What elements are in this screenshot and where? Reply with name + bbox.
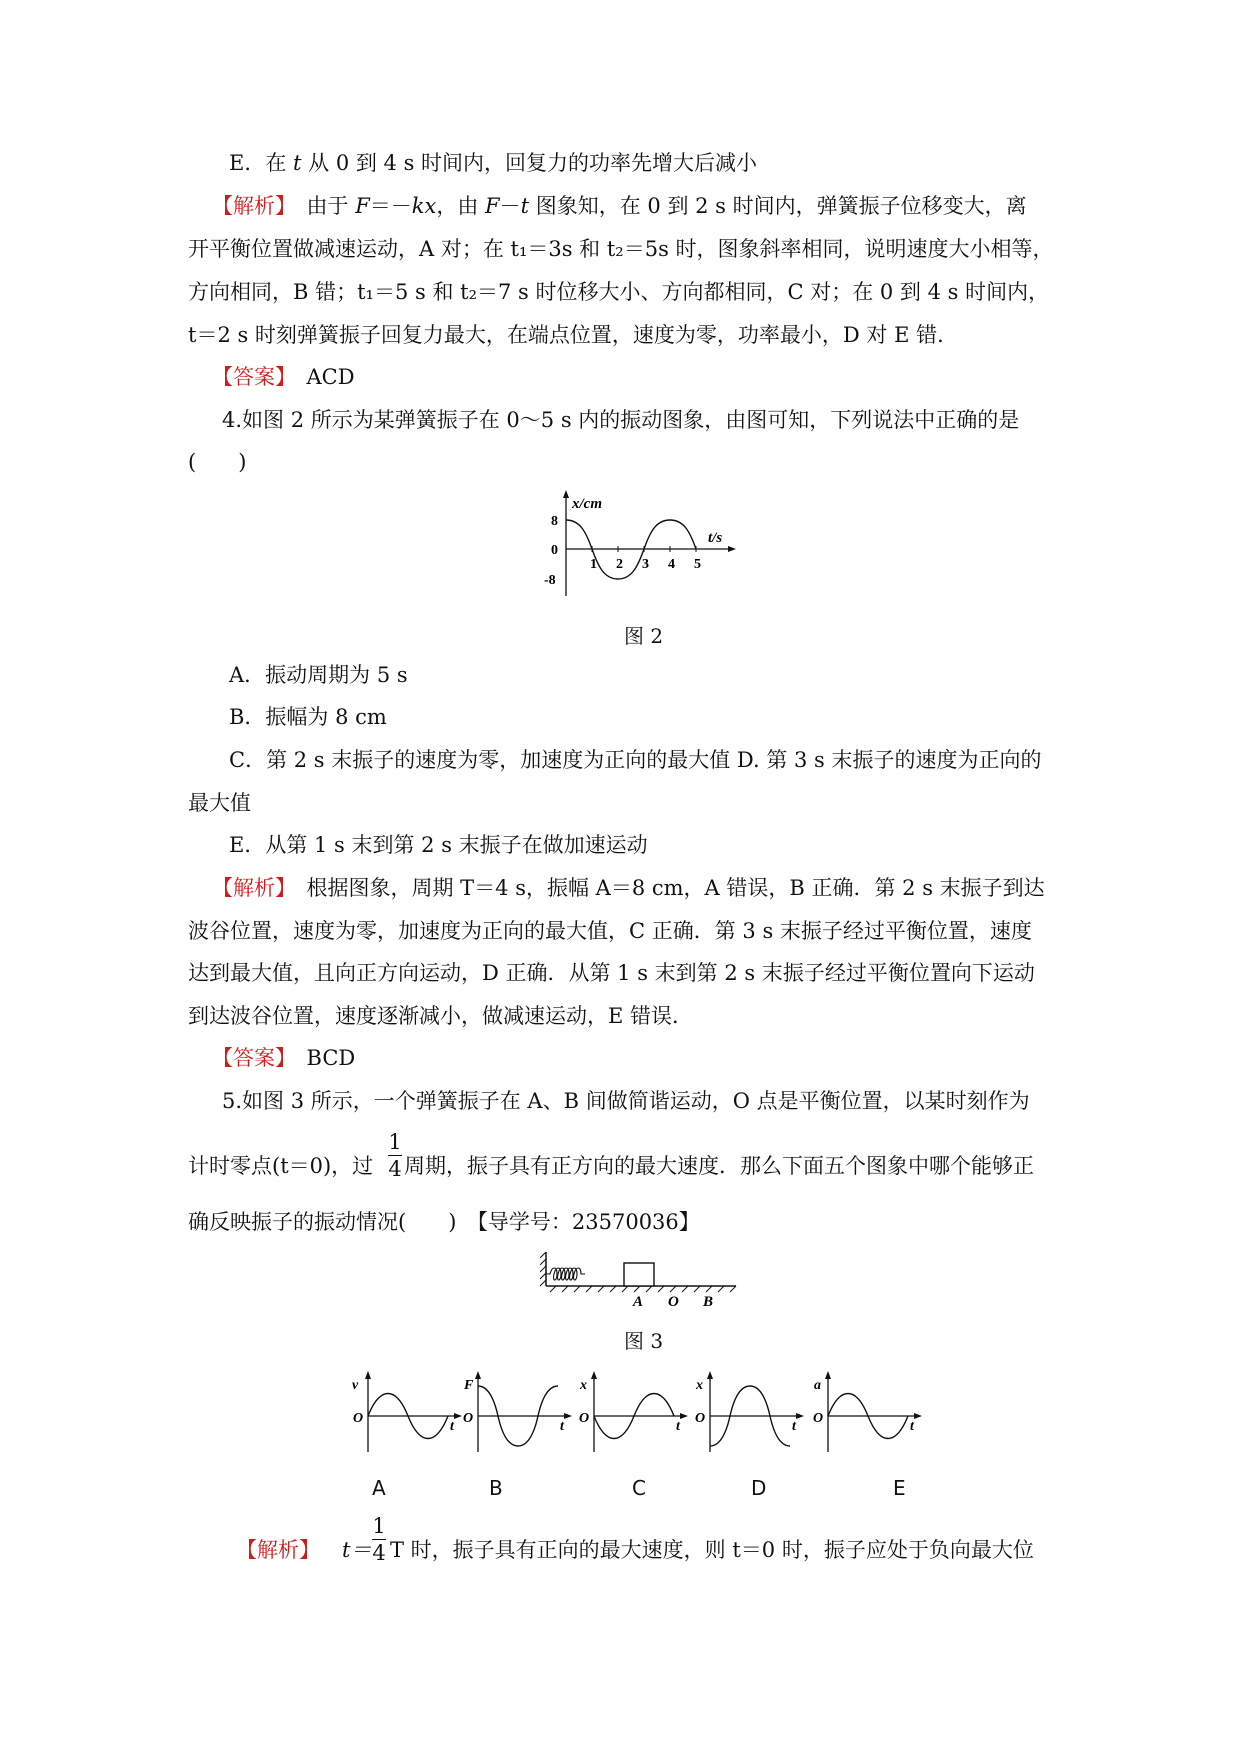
q4-analysis-line-4: 到达波谷位置，速度逐渐减小，做减速运动，E 错误． bbox=[188, 1004, 694, 1028]
q3-analysis-line-3: 方向相同，B 错；t₁＝5 s 和 t₂＝7 s 时位移大小、方向都相同，C 对；在 0 到 4 s 时间内， bbox=[188, 280, 1050, 304]
q5-graph-a bbox=[350, 1370, 466, 1456]
q4-stem-line-2: ( ) bbox=[188, 450, 247, 474]
q4-fig-xtick: 1 bbox=[590, 557, 597, 572]
graph-origin-label: O bbox=[353, 1411, 364, 1426]
q5-analysis-t-eq: t＝ bbox=[342, 1538, 372, 1562]
graph-axis-label: x bbox=[580, 1378, 587, 1393]
q5-graph-b bbox=[460, 1370, 576, 1456]
q5-analysis-text: T 时，振子具有正向的最大速度，则 t＝0 时，振子应处于负向最大位 bbox=[390, 1538, 1034, 1562]
q4-option-e: E．从第 1 s 末到第 2 s 末振子在做加速运动 bbox=[229, 833, 648, 857]
q4-figure-caption: 图 2 bbox=[624, 624, 664, 648]
spring-label-b: B bbox=[703, 1294, 714, 1310]
q4-stem-line-1: 4.如图 2 所示为某弹簧振子在 0～5 s 内的振动图象，由图可知，下列说法中正确的是 bbox=[222, 408, 1020, 432]
q5-graph-label-a: A bbox=[372, 1476, 386, 1500]
graph-t-label: t bbox=[792, 1419, 796, 1434]
graph-t-label: t bbox=[676, 1419, 680, 1434]
q3-option-e: E．在 t 从 0 到 4 s 时间内，回复力的功率先增大后减小 bbox=[229, 151, 758, 175]
q3-analysis-line-4: t＝2 s 时刻弹簧振子回复力最大，在端点位置，速度为零，功率最小，D 对 E 错． bbox=[188, 323, 959, 347]
graph-origin-label: O bbox=[463, 1411, 474, 1426]
graph-axis-label: F bbox=[464, 1378, 474, 1393]
graph-axis-label: x bbox=[696, 1378, 703, 1393]
q5-analysis-tag: 【解析】 bbox=[236, 1538, 320, 1562]
graph-origin-label: O bbox=[579, 1411, 590, 1426]
q4-fig-xlabel: t/s bbox=[708, 530, 723, 546]
graph-origin-label: O bbox=[813, 1411, 824, 1426]
q5-graph-c bbox=[576, 1370, 692, 1456]
q5-figure-caption: 图 3 bbox=[624, 1329, 664, 1353]
q4-option-a: A．振动周期为 5 s bbox=[229, 663, 408, 687]
q5-spring-figure bbox=[540, 1248, 740, 1310]
analysis-tag: 【解析】 bbox=[212, 194, 286, 218]
q4-fig-ytick: 8 bbox=[551, 514, 558, 529]
graph-axis-label: a bbox=[814, 1378, 821, 1393]
q5-analysis-fraction: 1 4 bbox=[372, 1514, 386, 1565]
q4-fig-xtick: 3 bbox=[642, 557, 649, 572]
q4-fig-ytick: -8 bbox=[544, 573, 556, 588]
q3-analysis-line-1: 【解析】 由于 F＝－kx，由 F－t 图象知，在 0 到 2 s 时间内，弹簧振子位移变大，离 bbox=[212, 194, 1027, 218]
q4-option-b: B．振幅为 8 cm bbox=[229, 705, 387, 729]
q5-graph-d bbox=[692, 1370, 808, 1456]
q4-fig-xtick: 5 bbox=[694, 557, 701, 572]
q4-answer: 【答案】 BCD bbox=[212, 1046, 356, 1070]
q5-stem-line-1: 5.如图 3 所示，一个弹簧振子在 A、B 间做简谐运动，O 点是平衡位置，以某时刻作为 bbox=[222, 1089, 1030, 1113]
q4-option-cd-line-2: 最大值 bbox=[188, 791, 251, 815]
analysis-tag: 【解析】 bbox=[212, 876, 286, 900]
graph-origin-label: O bbox=[695, 1411, 706, 1426]
q5-graph-label-e: E bbox=[893, 1476, 906, 1500]
q4-fig-xtick: 4 bbox=[668, 557, 675, 572]
q4-option-cd-line-1: C．第 2 s 末振子的速度为零，加速度为正向的最大值 D. 第 3 s 末振子的速度为正向的 bbox=[229, 748, 1042, 772]
q3-analysis-line-2: 开平衡位置做减速运动，A 对；在 t₁＝3s 和 t₂＝5s 时，图象斜率相同，说明速度大小相等， bbox=[188, 237, 1054, 261]
q4-analysis-line-3: 达到最大值，且向正方向运动，D 正确．从第 1 s 末到第 2 s 末振子经过平衡位置向下运动 bbox=[188, 961, 1035, 985]
q4-analysis-line-1: 【解析】 根据图象，周期 T＝4 s，振幅 A＝8 cm，A 错误，B 正确．第 2 s 末振子到达 bbox=[212, 876, 1045, 900]
graph-t-label: t bbox=[450, 1419, 454, 1434]
spring-label-a: A bbox=[633, 1294, 644, 1310]
graph-axis-label: v bbox=[352, 1378, 359, 1393]
answer-tag: 【答案】 bbox=[212, 365, 286, 389]
q4-fig-ylabel: x/cm bbox=[572, 496, 602, 512]
q4-fig-xtick: 2 bbox=[616, 557, 623, 572]
q5-stem-line-2a: 计时零点(t＝0)，过 bbox=[188, 1154, 374, 1178]
graph-t-label: t bbox=[910, 1419, 914, 1434]
q3-answer: 【答案】 ACD bbox=[212, 365, 355, 389]
spring-label-o: O bbox=[668, 1294, 679, 1310]
q5-stem-line-3: 确反映振子的振动情况( ) 【导学号：23570036】 bbox=[188, 1210, 700, 1234]
q4-figure-2 bbox=[540, 488, 740, 600]
q5-graph-e bbox=[810, 1370, 926, 1456]
q5-graph-label-c: C bbox=[632, 1476, 646, 1500]
q4-fig-ytick: 0 bbox=[551, 543, 558, 558]
q5-graph-label-d: D bbox=[751, 1476, 767, 1500]
q5-graph-label-b: B bbox=[489, 1476, 503, 1500]
q4-analysis-line-2: 波谷位置，速度为零，加速度为正向的最大值，C 正确．第 3 s 末振子经过平衡位置，速度 bbox=[188, 919, 1032, 943]
answer-tag: 【答案】 bbox=[212, 1046, 286, 1070]
q5-stem-line-2b: 周期，振子具有正方向的最大速度．那么下面五个图象中哪个能够正 bbox=[404, 1154, 1034, 1178]
graph-t-label: t bbox=[560, 1419, 564, 1434]
q5-fraction-quarter: 1 4 bbox=[388, 1130, 402, 1181]
